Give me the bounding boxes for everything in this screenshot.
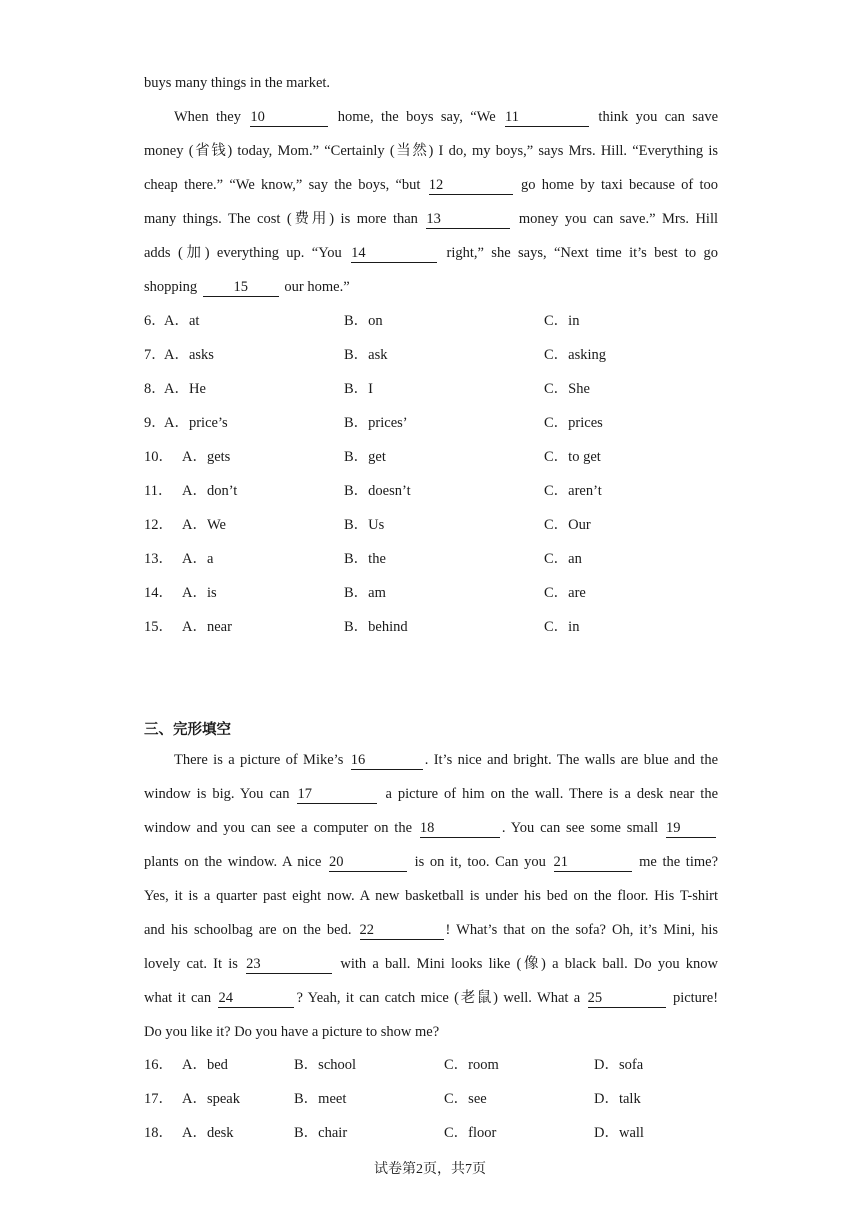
option-b[interactable]: B．meet: [294, 1091, 347, 1107]
question-number: 17．: [144, 1091, 173, 1107]
question-row: [144, 1055, 764, 1075]
passage1-line: adds (加) everything up. “You 14 right,” she says, “Next time it’s best to go: [144, 245, 719, 261]
passage2-line: window and you can see a computer on the 18 . You can see some small 19: [144, 818, 718, 838]
option-d[interactable]: D．sofa: [594, 1057, 644, 1073]
option-b[interactable]: B．prices’: [344, 415, 408, 431]
option-a[interactable]: A．is: [182, 585, 217, 601]
option-c[interactable]: C．Our: [544, 517, 591, 533]
option-a[interactable]: A．bed: [182, 1057, 228, 1073]
passage2-line: There is a picture of Mike’s 16 . It’s nice and bright. The walls are blue and the: [174, 752, 719, 768]
question-row: [144, 549, 764, 569]
passage1-line: cheap there.” “We know,” say the boys, “but 12 go home by taxi because of too: [144, 177, 719, 193]
option-b[interactable]: B．doesn’t: [344, 483, 411, 499]
option-c[interactable]: C．to get: [544, 449, 601, 465]
passage1-line: When they 10 home, the boys say, “We 11 think you can save: [174, 109, 719, 125]
blank-14[interactable]: 14: [351, 245, 437, 263]
blank-18[interactable]: 18: [420, 820, 500, 838]
passage1-line: money (省钱) today, Mom.” “Certainly (当然) I do, my boys,” says Mrs. Hill. “Everything is: [144, 143, 718, 159]
question-row: [144, 311, 764, 331]
option-a[interactable]: A．near: [182, 619, 232, 635]
option-b[interactable]: B．behind: [344, 619, 408, 635]
passage2-line: what it can 24 ? Yeah, it can catch mice (老鼠) well. What a 25 picture!: [144, 990, 719, 1006]
option-b[interactable]: B．Us: [344, 517, 385, 533]
question-number: 18．: [144, 1125, 173, 1141]
question-number: 9．: [144, 415, 166, 431]
blank-15[interactable]: 15: [203, 279, 279, 297]
question-row: [144, 1123, 764, 1143]
question-row: [144, 379, 764, 399]
option-c[interactable]: C．see: [444, 1091, 487, 1107]
passage2-line: Yes, it is a quarter past eight now. A new basketball is under his bed on the floor. His T-shirt: [144, 888, 718, 904]
question-number: 16．: [144, 1057, 173, 1073]
option-c[interactable]: C．asking: [544, 347, 607, 363]
option-c[interactable]: C．floor: [444, 1125, 497, 1141]
question-number: 7．: [144, 347, 166, 363]
option-b[interactable]: B．on: [344, 313, 383, 329]
option-a[interactable]: A．speak: [182, 1091, 240, 1107]
option-b[interactable]: B．school: [294, 1057, 357, 1073]
blank-11[interactable]: 11: [505, 109, 589, 127]
question-row: [144, 617, 764, 637]
blank-19[interactable]: 19: [666, 820, 716, 838]
option-a[interactable]: A．price’s: [164, 415, 228, 431]
option-c[interactable]: C．in: [544, 313, 580, 329]
question-row: [144, 481, 764, 501]
passage2-line: window is big. You can 17 a picture of him on the wall. There is a desk near the: [144, 786, 719, 802]
blank-16[interactable]: 16: [351, 752, 423, 770]
blank-10[interactable]: 10: [250, 109, 328, 127]
blank-17[interactable]: 17: [297, 786, 377, 804]
question-row: [144, 583, 764, 603]
blank-12[interactable]: 12: [429, 177, 513, 195]
option-d[interactable]: D．wall: [594, 1125, 644, 1141]
option-a[interactable]: A．a: [182, 551, 214, 567]
blank-22[interactable]: 22: [360, 922, 444, 940]
question-number: 10．: [144, 449, 173, 465]
passage1-line: buys many things in the market.: [144, 75, 331, 91]
option-b[interactable]: B．ask: [344, 347, 388, 363]
question-row: [144, 345, 764, 365]
option-c[interactable]: C．She: [544, 381, 590, 397]
blank-20[interactable]: 20: [329, 854, 407, 872]
blank-13[interactable]: 13: [426, 211, 510, 229]
option-a[interactable]: A．asks: [164, 347, 214, 363]
option-d[interactable]: D．talk: [594, 1091, 641, 1107]
question-row: [144, 1089, 764, 1109]
option-c[interactable]: C．aren’t: [544, 483, 602, 499]
option-b[interactable]: B．am: [344, 585, 386, 601]
question-row: [144, 515, 764, 535]
option-b[interactable]: B．chair: [294, 1125, 348, 1141]
option-b[interactable]: B．get: [344, 449, 386, 465]
option-b[interactable]: B．the: [344, 551, 386, 567]
question-number: 12．: [144, 517, 173, 533]
passage1-line: shopping 15 our home.”: [144, 279, 350, 295]
passage2-line: plants on the window. A nice 20 is on it, too. Can you 21 me the time?: [144, 854, 719, 870]
passage2-line: lovely cat. It is 23 with a ball. Mini looks like (像) a black ball. Do you know: [144, 956, 719, 972]
option-b[interactable]: B．I: [344, 381, 373, 397]
blank-23[interactable]: 23: [246, 956, 332, 974]
blank-21[interactable]: 21: [554, 854, 632, 872]
question-number: 8．: [144, 381, 166, 397]
passage2-line: Do you like it? Do you have a picture to show me?: [144, 1024, 440, 1040]
option-c[interactable]: C．in: [544, 619, 580, 635]
option-a[interactable]: A．gets: [182, 449, 231, 465]
page-footer: 试卷第2页，共7页: [374, 1162, 486, 1177]
option-a[interactable]: A．at: [164, 313, 200, 329]
option-c[interactable]: C．an: [544, 551, 582, 567]
option-a[interactable]: A．We: [182, 517, 226, 533]
option-a[interactable]: A．He: [164, 381, 206, 397]
blank-25[interactable]: 25: [588, 990, 666, 1008]
question-row: [144, 413, 764, 433]
section-title: 三、完形填空: [144, 722, 231, 738]
option-a[interactable]: A．don’t: [182, 483, 238, 499]
question-number: 11．: [144, 483, 173, 499]
passage1-line: many things. The cost (费用) is more than 13 money you can save.” Mrs. Hill: [144, 211, 719, 227]
question-number: 15．: [144, 619, 173, 635]
blank-24[interactable]: 24: [218, 990, 294, 1008]
option-a[interactable]: A．desk: [182, 1125, 234, 1141]
option-c[interactable]: C．are: [544, 585, 586, 601]
question-number: 6．: [144, 313, 166, 329]
passage2-line: and his schoolbag are on the bed. 22 ! What’s that on the sofa? Oh, it’s Mini, his: [144, 922, 718, 938]
question-number: 14．: [144, 585, 173, 601]
option-c[interactable]: C．room: [444, 1057, 499, 1073]
question-row: [144, 447, 764, 467]
question-number: 13．: [144, 551, 173, 567]
option-c[interactable]: C．prices: [544, 415, 603, 431]
